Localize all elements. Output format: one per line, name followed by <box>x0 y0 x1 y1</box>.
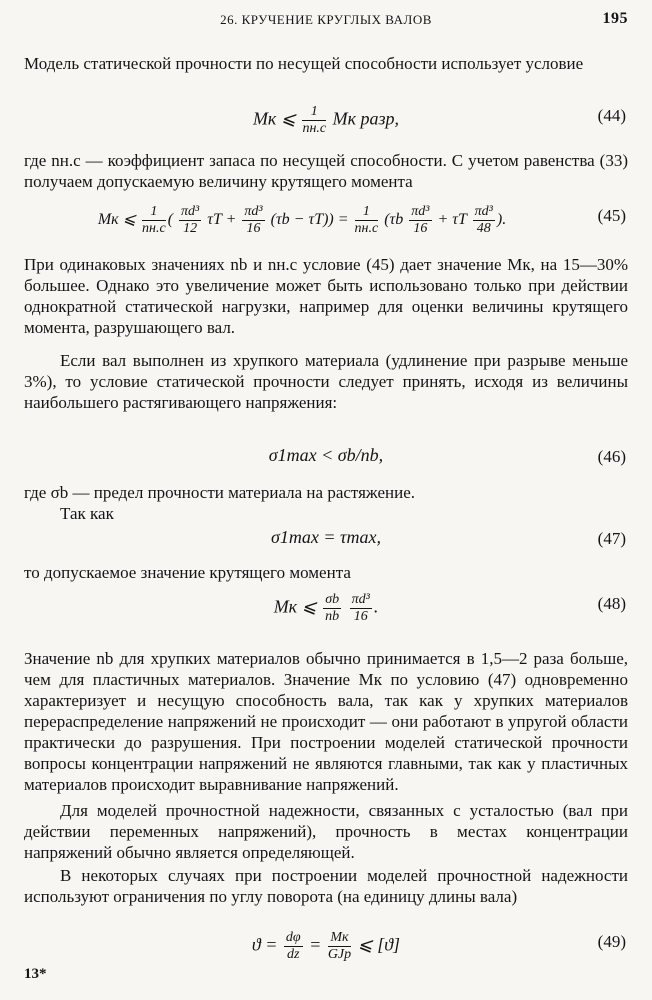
equation-47: σ1max = τmax, (47) <box>271 527 626 548</box>
equation-number: (44) <box>597 106 626 125</box>
equation-number: (46) <box>597 447 626 466</box>
running-header <box>24 10 628 32</box>
paragraph-10: В некоторых случаях при построении моделей прочностной надежности используют ограничения по углу поворота (на единицу длины вала) <box>24 866 628 906</box>
paragraph-6: Так как <box>60 504 114 523</box>
equation-number: (47) <box>597 529 626 548</box>
paragraph-7: то допускаемое значение крутящего момента <box>24 563 351 582</box>
paragraph-5: где σb — предел прочности материала на растяжение. <box>24 483 415 502</box>
paragraph-1: Модель статической прочности по несущей способности использует условие <box>24 54 584 73</box>
equation-46: σ1max < σb/nb, (46) <box>268 445 626 466</box>
signature-mark: 13* <box>24 966 47 982</box>
equation-number: (45) <box>597 206 626 225</box>
equation-45: Mк ⩽ $\frac{1}{nн.с}$ ( $\frac{\text{πd³}}{12}$ τT + $\frac{\text{πd³}}{16}$ (τb − τT)) = $\frac{1}{nн.с}$ (τb $\frac{\text{πd³}}{16}$ + τT $\frac{\text{πd³}}{48}$ ). (45) <box>97 204 626 236</box>
equation-44: Mк ⩽ $\frac{1}{nн.с}$ Mк разр, (44) <box>252 104 626 136</box>
equation-number: (48) <box>597 594 626 613</box>
equation-49: ϑ = $\frac{d\varphi}{dz}$ = $\frac{Mк}{\text{GJp}}$ ⩽ [ϑ] (49) <box>251 930 626 962</box>
paragraph-8: Значение nb для хрупких материалов обычно принимается в 1,5—2 раза больше, чем для пластичных материалов. Значение Mк по условию (47) одновременно характеризует и несущую способность вала, так как у хрупких материалов перераспределение напряжений не происходит — они работают в упругой области практически до разрушения. При построении моделей статической прочности вопросы концентрации напряжений не являются главными, так как у пластичных материалов происходит выравнивание напряжений. <box>24 649 628 794</box>
page-number: 195 <box>602 10 628 27</box>
paragraph-9: Для моделей прочностной надежности, связанных с усталостью (вал при действии переменных напряжений), прочность в местах концентрации напряжений обычно является определяющей. <box>24 801 628 862</box>
equation-number: (49) <box>597 932 626 951</box>
paragraph-2: где nн.с — коэффициент запаса по несущей способности. С учетом равенства (33) получаем допускаемую величину крутящего момента <box>24 151 628 191</box>
equation-48: Mк ⩽ $\frac{\sigma b}{nb}$ $\frac{\text{πd³}}{16}$ . (48) <box>273 592 626 624</box>
paragraph-4: Если вал выполнен из хрупкого материала (удлинение при разрыве меньше 3%), то условие статической прочности следует принять, исходя из величины наибольшего растягивающего напряжения: <box>24 351 628 412</box>
running-title: 26. КРУЧЕНИЕ КРУГЛЫХ ВАЛОВ <box>220 12 432 27</box>
paragraph-3: При одинаковых значениях nb и nн.с условие (45) дает значение Mк, на 15—30% большее. Однако это увеличение может быть использовано только при действии однократной статической нагрузки, например для оценки величины крутящего момента, разрушающего вал. <box>24 255 628 337</box>
